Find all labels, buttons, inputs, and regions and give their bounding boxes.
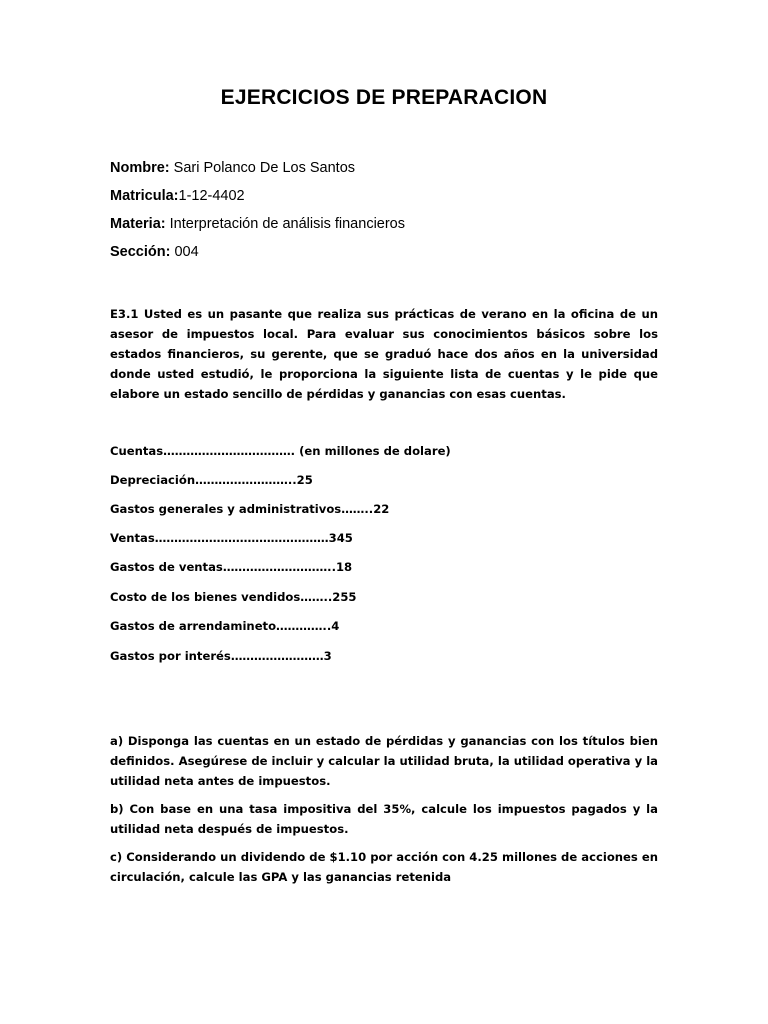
materia-value: Interpretación de análisis financieros	[165, 216, 405, 232]
seccion-label: Sección:	[110, 244, 171, 260]
account-item: Costo de los bienes vendidos……..255	[110, 590, 357, 604]
nombre-label: Nombre:	[110, 160, 170, 176]
document-title: EJERCICIOS DE PREPARACION	[220, 86, 548, 109]
account-item: Gastos generales y administrativos……..22	[110, 502, 390, 516]
seccion-value: 004	[170, 244, 199, 260]
account-item: Gastos de ventas………………………..18	[110, 560, 353, 574]
student-name-line	[110, 159, 355, 177]
matricula-value: 1-12-4402	[178, 188, 245, 204]
account-item: Depreciación……………………..25	[110, 473, 313, 487]
nombre-value: Sari Polanco De Los Santos	[169, 160, 356, 176]
account-item: Gastos por interés……………………3	[110, 649, 332, 663]
question-b: b) Con base en una tasa impositiva del 35%, calcule los impuestos pagados y la utilidad neta después de impuestos.	[110, 802, 658, 836]
question-a: a) Disponga las cuentas en un estado de pérdidas y ganancias con los títulos bien definidos. Asegúrese de incluir y calcular la utilidad bruta, la utilidad operativa y la utilidad neta antes de impuestos.	[110, 734, 658, 788]
exercise-statement: E3.1 Usted es un pasante que realiza sus prácticas de verano en la oficina de un asesor de impuestos local. Para evaluar sus conocimientos básicos sobre los estados financieros, su gerente, que se graduó hace dos años en la universidad donde usted estudió, le proporciona la siguiente lista de cuentas y le pide que elabore un estado sencillo de pérdidas y ganancias con esas cuentas.	[110, 307, 658, 401]
matricula-label: Matricula:	[110, 188, 179, 204]
materia-label: Materia:	[110, 216, 166, 232]
accounts-header: Cuentas……………………………. (en millones de dolare)	[110, 444, 451, 458]
account-item: Gastos de arrendamineto…………..4	[110, 619, 340, 633]
section-line	[110, 243, 199, 261]
account-item: Ventas………………………………………345	[110, 531, 353, 545]
subject-line	[110, 215, 405, 233]
question-c: c) Considerando un dividendo de $1.10 por acción con 4.25 millones de acciones en circulación, calcule las GPA y las ganancias retenida	[110, 850, 658, 884]
student-id-line	[110, 187, 245, 205]
